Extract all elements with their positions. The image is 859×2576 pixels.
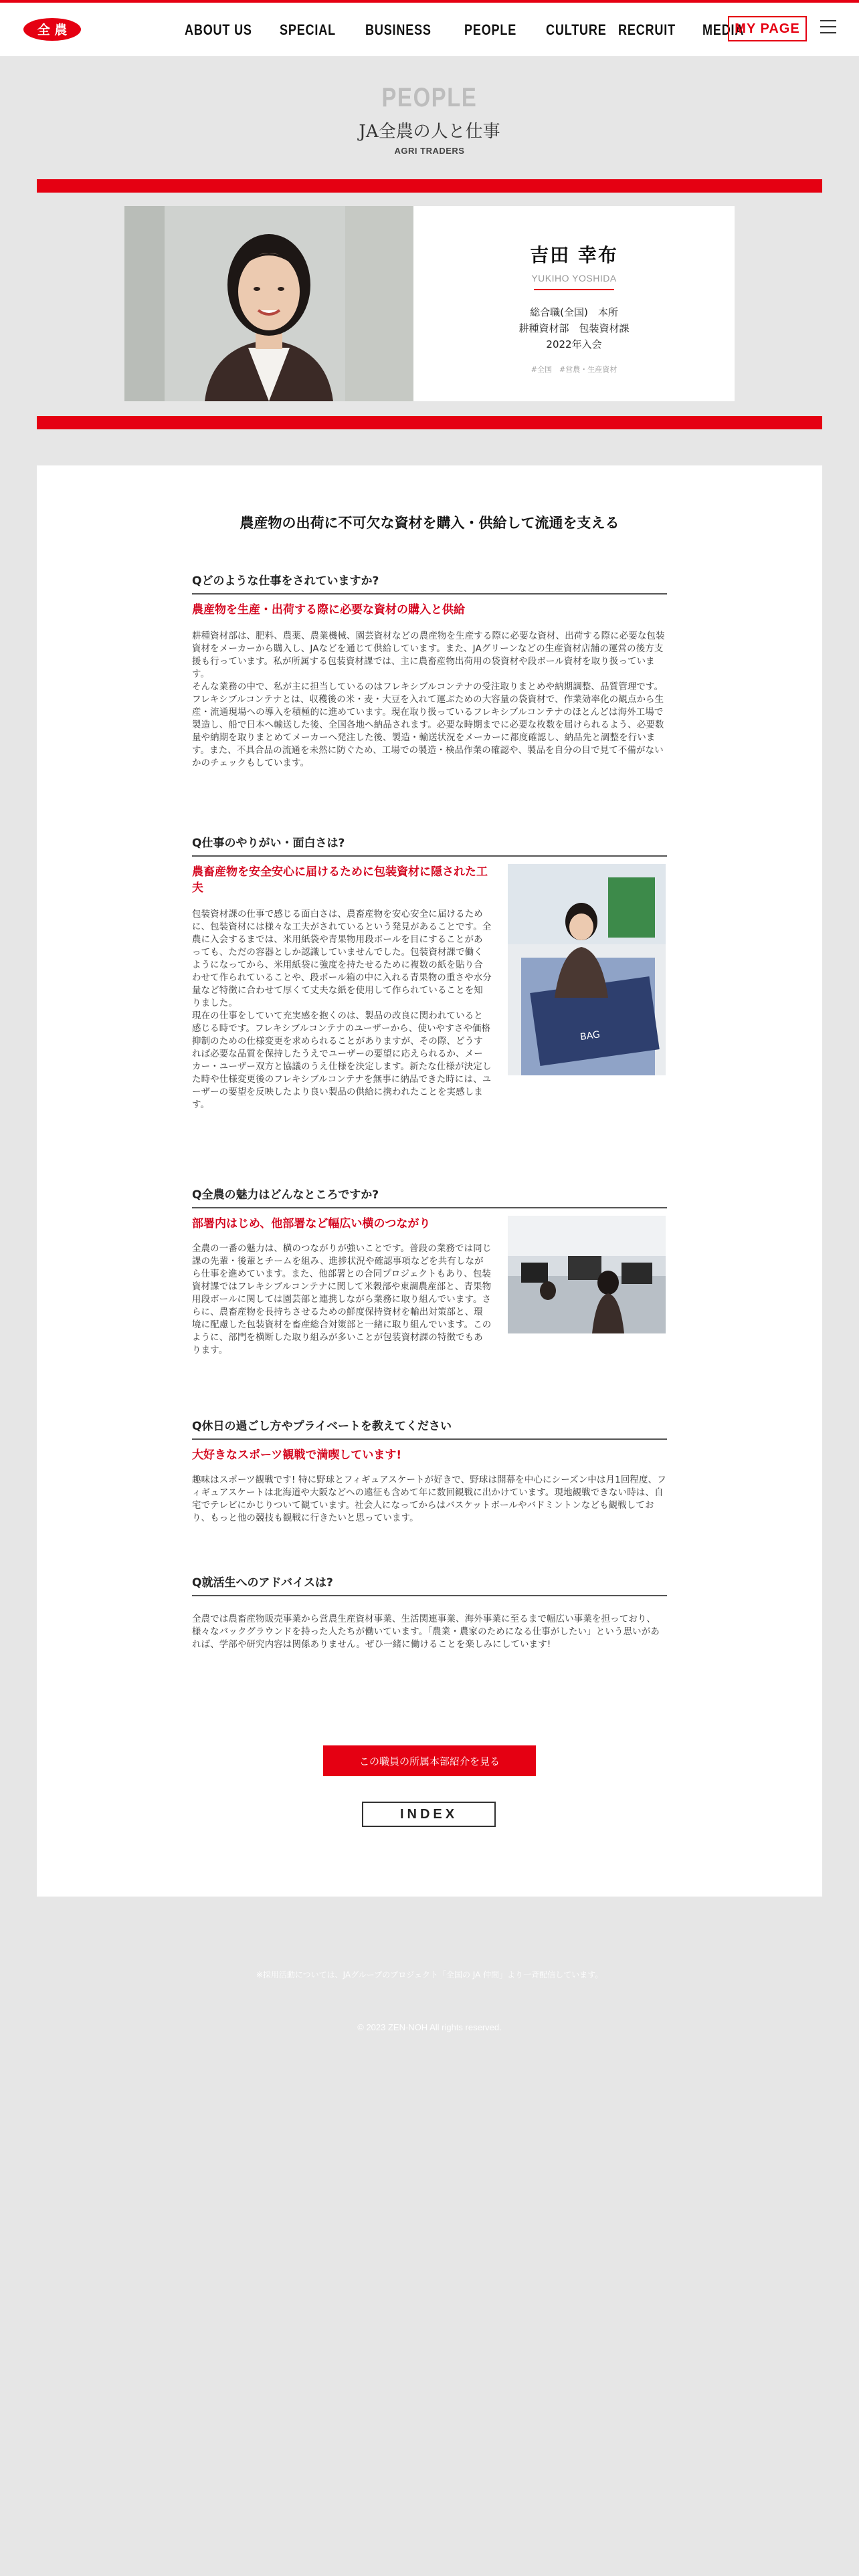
work-photo-2 [508, 1216, 666, 1333]
hamburger-icon[interactable] [820, 20, 836, 35]
nav-culture[interactable]: CULTURE [546, 21, 607, 38]
answer-body-2: 包装資材課の仕事で感じる面白さは、農畜産物を安心安全に届けるために、包装資材には様々な工夫がされているという発見があることです。全農に入会するまでは、米用紙袋や青果物用段ボールを目にすることがあっても、ただの容器としか認識していませんでした。包装資材課で働くようになってから、米用紙袋に強度を持たせるために複数の紙を貼り合わせて作られていることや、段ボール箱の中に入れる青果物の重さや水分量など特徴に合わせて厚くて丈夫な紙を使用して作られていることを知りました。 現在の仕事をしていて充実感を抱くのは、製品の改良に関われていると感じる時です。フレキシブルコンテナのユーザーから、使いやすさや価格抑制のための仕様変更を求められることがありますが、その際、どうすれば必要な品質を保持したうえでユーザーの要望に応えられるか、メーカー・ユーザー双方と協議のうえ仕様を決定します。新たな仕様が決定した時や仕様変更後のフレキシブルコンテナを無事に納品できた時には、ユーザーの要望を反映したより良い製品の供給に携われたことを実感します。 [192, 909, 492, 1110]
global-nav [185, 21, 769, 39]
answer-heading-2: 農畜産物を安全安心に届けるために包装資材に隠された工夫 [192, 865, 488, 895]
nav-special[interactable]: SPECIAL [280, 21, 336, 38]
dept-intro-button[interactable]: この職員の所属本部紹介を見る [323, 1745, 536, 1776]
profile-name: 吉田 幸布 [530, 244, 618, 266]
answer-heading-3: 部署内はじめ、他部署など幅広い横のつながり [192, 1217, 431, 1230]
page-title-en: PEOPLE [381, 83, 478, 112]
nav-about-us[interactable]: ABOUT US [185, 21, 252, 38]
profile-division: 耕種資材部 包装資材課 [518, 322, 630, 334]
answer-body-4: 趣味はスポーツ観戦です! 特に野球とフィギュアスケートが好きで、野球は開幕を中心にシーズン中は月1回程度、フィギュアスケートは北海道や大阪などへの遠征も含めて年に数回観戦に出かけています。現地観戦できない時は、自宅でテレビにかじりついて観ています。社会人になってからはバスケットボールやバドミントンなども観戦しており、もっと他の競技も観戦に行きたいと思っています。 [192, 1475, 666, 1523]
mypage-button[interactable]: MY PAGE [728, 16, 807, 41]
svg-text:全 農: 全 農 [37, 23, 68, 37]
work-photo-1 [508, 864, 666, 1075]
nav-media[interactable]: MEDIA [702, 21, 745, 38]
question-2: Q仕事のやりがい・面白さは? [192, 833, 667, 857]
index-button[interactable]: INDEX [362, 1802, 496, 1827]
answer-body-1: 耕種資材部は、肥料、農薬、農業機械、園芸資材などの農産物を生産する際に必要な資材、出荷する際に必要な包装資材をメーカーから購入し、JAなどを通じて供給しています。また、JAグリーンなどの生産資材店舗の運営の後方支援も行っています。私が所属する包装資材課では、主に農畜産物出荷用の袋資材や段ボール資材を取り扱っています。 そんな業務の中で、私が主に担当しているのはフレキシブルコンテナの受注取りまとめや納期調整、品質管理です。フレキシブルコンテナとは、収穫後の米・麦・大豆を入れて運ぶための大容量の袋資材で、作業効率化の観点から生産・流通現場への導入を積極的に進めています。現在取り扱っているフレキシブルコンテナのほとんどは海外工場で製造し、船で日本へ輸送した後、全国各地へ納品されます。必要な時期までに必要な枚数を届けられるよう、必要数量や納期を取りまとめてメーカーへ発注した後、製造・輸送状況をメーカーに都度確認し、納品先と調整を行います。また、不具合品の流通を未然に防ぐため、工場での製造・検品作業の確認や、製品を自分の目で見て不備がないかのチェックもしています。 [192, 631, 665, 768]
interview-article [37, 465, 822, 1897]
red-band-bottom [37, 416, 822, 429]
profile-name-roman: YUKIHO YOSHIDA [531, 273, 617, 284]
svg-text:BAG: BAG [579, 1029, 601, 1043]
profile-card [124, 206, 735, 401]
question-3: Q全農の魅力はどんなところですか? [192, 1185, 667, 1208]
profile-joined: 2022年入会 [546, 338, 602, 350]
page-title-jp: JA全農の人と仕事 [359, 122, 500, 142]
page-subtitle: AGRI TRADERS [394, 146, 465, 156]
answer-heading-1: 農産物を生産・出荷する際に必要な資材の購入と供給 [192, 603, 465, 617]
nav-recruit[interactable]: RECRUIT [618, 21, 676, 38]
nav-business[interactable]: BUSINESS [365, 21, 432, 38]
question-1: Qどのような仕事をされていますか? [192, 571, 667, 595]
zennoh-logo[interactable] [23, 17, 82, 41]
answer-body-5: 全農では農畜産物販売事業から営農生産資材事業、生活関連事業、海外事業に至るまで幅広い事業を担っており、様々なバックグラウンドを持った人たちが働いています。「農業・農家のためになる仕事がしたい」という思いがあれば、学部や研究内容は関係ありません。ぜひ一緒に働けることを楽しみにしています! [192, 1614, 660, 1650]
article-lead: 農産物の出荷に不可欠な資材を購入・供給して流通を支える [240, 515, 619, 531]
profile-photo [124, 206, 413, 401]
question-4: Q休日の過ごし方やプライベートを教えてください [192, 1416, 667, 1440]
footer-note: ※採用活動については、JAグループのプロジェクト「全国の JA 仲間」より一斉配信しています。 [256, 1970, 603, 1979]
red-band-top [37, 179, 822, 193]
answer-heading-4: 大好きなスポーツ観戦で満喫しています! [192, 1448, 402, 1462]
profile-dept: 総合職(全国) 本所 [530, 306, 618, 318]
profile-tags[interactable]: #全国 #営農・生産資材 [531, 365, 617, 374]
site-header [0, 3, 859, 56]
answer-body-3: 全農の一番の魅力は、横のつながりが強いことです。普段の業務では同じ課の先輩・後輩とチームを組み、進捗状況や確認事項などを共有しながら仕事を進めています。また、他部署との合同プロジェクトもあり、包装資材課ではフレキシブルコンテナに関して米穀部や東調農産部と、青果物用段ボールに関しては園芸部と連携しながら業務に取り組んでいます。さらに、農畜産物を長持ちさせるための鮮度保持資材を輸出対策部と、環境に配慮した包装資材を畜産総合対策部と一緒に取り組んでいます。このように、部門を横断した取り組みが多いことが包装資材課の特徴でもあります。 [192, 1244, 492, 1356]
nav-people[interactable]: PEOPLE [464, 21, 517, 38]
name-underline [534, 289, 614, 290]
copyright: © 2023 ZEN-NOH All rights reserved. [357, 2022, 502, 2032]
question-5: Q就活生へのアドバイスは? [192, 1573, 667, 1596]
